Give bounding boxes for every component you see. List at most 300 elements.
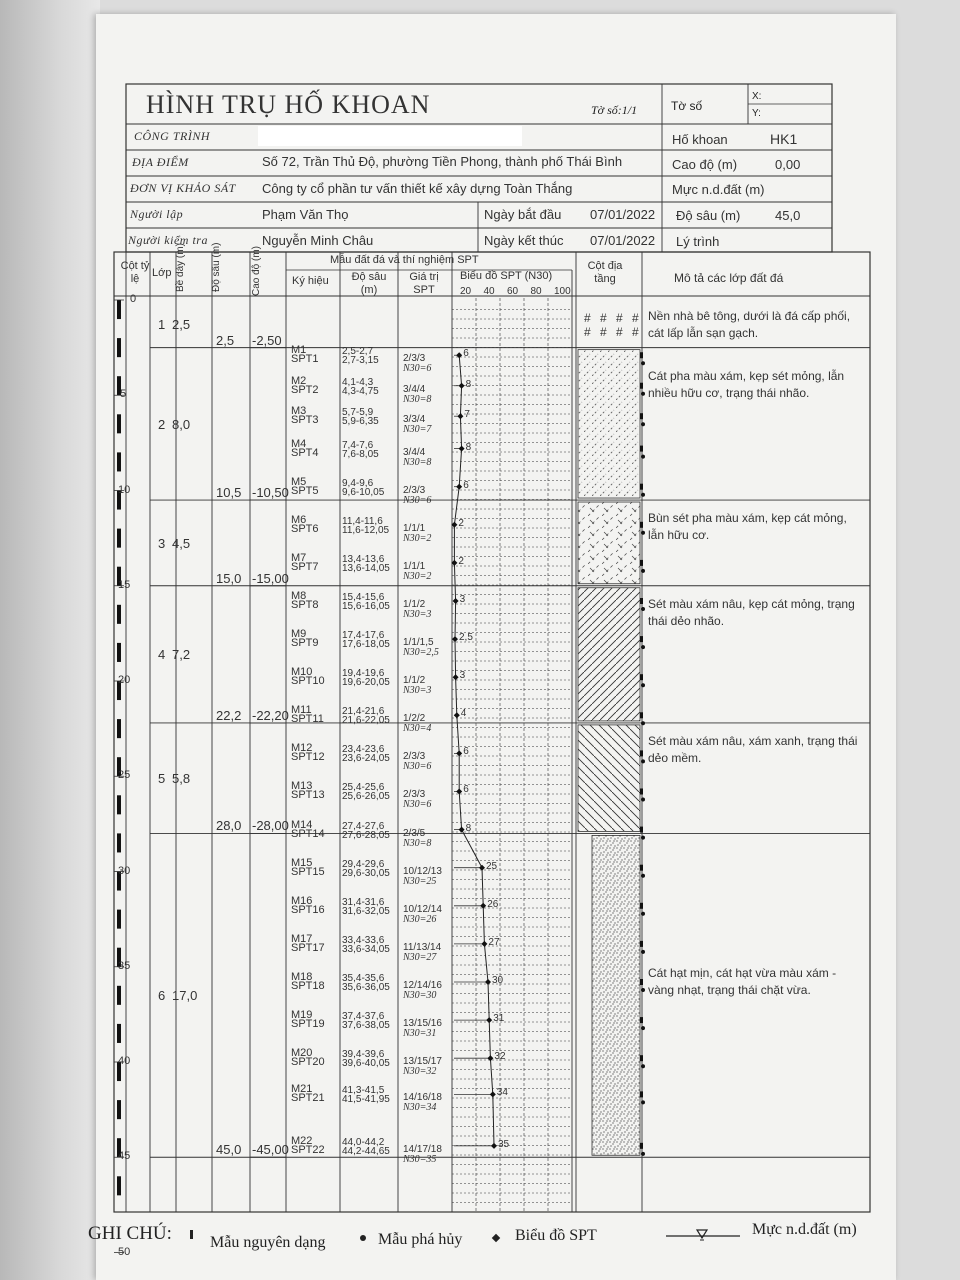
sample-id-M20: M20 — [291, 1047, 313, 1060]
spt-n30-SPT11: N30=4 — [403, 723, 432, 735]
undisturbed-sample-marker — [640, 788, 643, 794]
sample-id-M3: M3 — [291, 405, 307, 418]
scale-label-40: 40 — [118, 1055, 131, 1067]
layer-thickness-3: 4,5 — [172, 535, 191, 551]
sample-depth-M18: 35,4-35,6 — [342, 972, 385, 984]
spt-id-SPT19: SPT19 — [291, 1018, 325, 1031]
disturbed-sample-marker — [641, 1064, 645, 1068]
scale-bar-segment — [117, 795, 121, 814]
spt-depth-SPT11: 21,6-22,05 — [342, 715, 390, 727]
spt-blows-SPT16: 10/12/14 — [403, 903, 442, 915]
spt-depth-SPT1: 2,7-3,15 — [342, 355, 379, 367]
scale-bar-segment — [117, 910, 121, 929]
spt-point-SPT2 — [459, 383, 465, 389]
spt-point-SPT4 — [459, 446, 465, 452]
layer-elevation-3: -15,00 — [252, 570, 289, 586]
spt-point-SPT13 — [456, 788, 462, 794]
spt-id-SPT20: SPT20 — [291, 1056, 325, 1069]
scale-label-10: 10 — [118, 483, 131, 496]
spt-n30-SPT14: N30=8 — [403, 837, 432, 849]
spt-point-SPT14 — [459, 827, 465, 833]
spt-depth-SPT12: 23,6-24,05 — [342, 753, 390, 765]
spt-id-SPT2: SPT2 — [291, 383, 319, 396]
spt-id-SPT6: SPT6 — [291, 522, 319, 535]
spt-depth-SPT22: 44,2-44,65 — [342, 1145, 390, 1157]
spt-point-SPT5 — [456, 484, 462, 490]
spt-value-label-SPT7: 2 — [458, 555, 464, 567]
layer-number-3: 3 — [158, 535, 166, 551]
layer-thickness-2: 8,0 — [172, 416, 191, 432]
strata-fill-symbol: # — [616, 325, 623, 339]
disturbed-sample-marker — [641, 912, 645, 916]
spt-n30-SPT7: N30=2 — [403, 570, 432, 582]
spt-id-SPT12: SPT12 — [291, 751, 325, 764]
scale-bar-segment — [117, 605, 121, 624]
spt-depth-SPT4: 7,6-8,05 — [342, 448, 379, 460]
spt-id-SPT14: SPT14 — [291, 827, 325, 840]
spt-depth-SPT17: 33,6-34,05 — [342, 943, 390, 955]
spt-blows-SPT9: 1/1/1,5 — [403, 637, 434, 649]
undisturbed-sample-marker — [640, 352, 643, 358]
strata-fill-layer-5 — [578, 725, 640, 831]
disturbed-sample-marker — [641, 797, 645, 801]
spt-blows-SPT19: 13/15/16 — [403, 1018, 442, 1030]
spt-blows-SPT6: 1/1/1 — [403, 522, 426, 534]
scale-bar-segment — [117, 643, 121, 662]
spt-blows-SPT1: 2/3/3 — [403, 353, 426, 365]
spt-point-SPT11 — [454, 712, 460, 718]
strata-fill-layer-4 — [578, 588, 640, 721]
strata-fill-symbol: # — [584, 311, 591, 325]
col-depth-header: Độ sâu (m) — [211, 242, 222, 292]
layer-depth-3: 15,0 — [216, 570, 242, 586]
spt-blows-SPT14: 2/3/5 — [403, 827, 426, 839]
spt-tick-100: 100 — [554, 286, 571, 297]
spt-id-SPT22: SPT22 — [291, 1143, 325, 1156]
borehole-value: HK1 — [770, 131, 798, 147]
spt-id-SPT1: SPT1 — [291, 353, 319, 366]
disturbed-sample-icon — [360, 1235, 366, 1241]
layer-depth-4: 22,2 — [216, 707, 242, 723]
sample-depth-M3: 5,7-5,9 — [342, 407, 374, 419]
disturbed-sample-marker — [641, 422, 645, 426]
spt-n30-SPT6: N30=2 — [403, 532, 432, 544]
layer-depth-1: 2,5 — [216, 332, 235, 348]
sample-depth-M8: 15,4-15,6 — [342, 591, 385, 603]
disturbed-sample-marker — [641, 683, 645, 687]
sample-id-M15: M15 — [291, 856, 313, 869]
spt-value-label-SPT19: 31 — [493, 1013, 505, 1025]
spt-id-SPT11: SPT11 — [291, 713, 324, 726]
elevation-label: Cao độ (m) — [672, 157, 738, 172]
spt-depth-SPT14: 27,6-28,05 — [342, 829, 390, 841]
disturbed-sample-marker — [641, 836, 645, 840]
spt-id-SPT8: SPT8 — [291, 598, 319, 611]
spt-id-SPT18: SPT18 — [291, 979, 325, 992]
sample-id-M7: M7 — [291, 551, 307, 564]
layer-number-1: 1 — [158, 316, 166, 332]
spt-value-label-SPT10: 3 — [459, 670, 466, 682]
start-date-label: Ngày bắt đầu — [484, 207, 562, 222]
sample-id-M9: M9 — [291, 628, 307, 641]
spt-tick-60: 60 — [507, 286, 519, 297]
undisturbed-sample-icon — [190, 1230, 193, 1239]
spt-n30-SPT17: N30=27 — [403, 951, 437, 963]
spt-point-SPT10 — [453, 674, 459, 680]
scale-bar-segment — [117, 300, 121, 319]
spt-depth-SPT5: 9,6-10,05 — [342, 486, 385, 498]
sample-id-M21: M21 — [291, 1083, 313, 1096]
spt-point-SPT22 — [491, 1143, 497, 1149]
sample-depth-M9: 17,4-17,6 — [342, 630, 385, 642]
spt-tick-20: 20 — [460, 286, 472, 297]
spt-n30-SPT3: N30=7 — [403, 424, 432, 436]
spt-value-label-SPT11: 4 — [460, 708, 467, 720]
spt-blows-SPT15: 10/12/13 — [403, 865, 442, 877]
spt-n30-SPT8: N30=3 — [403, 608, 432, 620]
spt-id-SPT4: SPT4 — [291, 446, 319, 459]
sample-depth-M13: 25,4-25,6 — [342, 782, 385, 794]
spt-tick-80: 80 — [530, 286, 542, 297]
spt-n30-SPT2: N30=8 — [403, 393, 432, 405]
disturbed-sample-marker — [641, 874, 645, 878]
sample-id-M13: M13 — [291, 780, 313, 793]
scale-bar-segment — [117, 414, 121, 433]
checked-by-value: Nguyễn Minh Châu — [262, 233, 374, 248]
undisturbed-sample-marker — [640, 712, 643, 718]
scale-bar-segment — [117, 1024, 121, 1043]
legend-groundwater: Mực n.d.đất (m) — [752, 1221, 857, 1238]
disturbed-sample-marker — [641, 361, 645, 365]
spt-depth-SPT8: 15,6-16,05 — [342, 600, 390, 612]
undisturbed-sample-marker — [640, 674, 643, 680]
layer-thickness-1: 2,5 — [172, 316, 191, 332]
col-spt-value-header: Giá trị SPT — [409, 271, 439, 296]
project-value-redacted — [258, 126, 522, 146]
spt-blows-SPT20: 13/15/17 — [403, 1056, 442, 1068]
spt-value-label-SPT21: 34 — [496, 1087, 508, 1099]
spt-n30-SPT4: N30=8 — [403, 456, 432, 468]
sample-depth-M19: 37,4-37,6 — [342, 1011, 385, 1023]
disturbed-sample-marker — [641, 950, 645, 954]
disturbed-sample-marker — [641, 493, 645, 497]
undisturbed-sample-marker — [640, 522, 643, 528]
layer-description-4: Sét màu xám nâu, kẹp cát mỏng, trạng thái dẻo nhão. — [648, 596, 855, 628]
spt-n30-SPT9: N30=2,5 — [403, 647, 439, 659]
scale-bar-segment — [117, 719, 121, 738]
layer-elevation-2: -10,50 — [252, 485, 289, 501]
prepared-by-value: Phạm Văn Thọ — [262, 207, 349, 222]
undisturbed-sample-marker — [640, 560, 643, 566]
sample-depth-M6: 11,4-11,6 — [342, 515, 383, 527]
spt-n30-SPT20: N30=32 — [403, 1066, 437, 1078]
spt-value-label-SPT6: 2 — [458, 517, 464, 529]
spt-point-SPT9 — [452, 636, 458, 642]
sample-id-M10: M10 — [291, 666, 313, 679]
sample-depth-M11: 21,4-21,6 — [342, 706, 385, 718]
prepared-by-label: Người lập — [130, 207, 184, 221]
layer-number-5: 5 — [158, 771, 166, 787]
spt-n30-SPT12: N30=6 — [403, 761, 432, 773]
spt-depth-SPT7: 13,6-14,05 — [342, 562, 390, 574]
spt-n30-SPT19: N30=31 — [403, 1028, 437, 1040]
spt-depth-SPT10: 19,6-20,05 — [342, 677, 390, 689]
sample-id-M6: M6 — [291, 513, 307, 526]
layer-description-1: Nền nhà bê tông, dưới là đá cấp phối, cát lấp lẫn sạn gạch. — [648, 309, 851, 340]
spt-depth-SPT19: 37,6-38,05 — [342, 1020, 390, 1032]
sample-id-M4: M4 — [291, 437, 307, 450]
col-description-header: Mô tả các lớp đất đá — [674, 271, 784, 285]
spt-value-label-SPT12: 6 — [463, 746, 469, 758]
layer-depth-2: 10,5 — [216, 485, 242, 501]
scale-label-15: 15 — [118, 578, 131, 591]
strata-fill-symbol: # — [632, 311, 639, 325]
spt-n30-SPT1: N30=6 — [403, 363, 432, 375]
spt-value-label-SPT17: 27 — [488, 936, 500, 948]
project-label: CÔNG TRÌNH — [134, 129, 211, 143]
location-label: ĐỊA ĐIỂM — [132, 155, 189, 169]
undisturbed-sample-marker — [640, 636, 643, 642]
disturbed-sample-marker — [641, 1152, 645, 1156]
survey-unit-value: Công ty cổ phần tư vấn thiết kế xây dựng Toàn Thắng — [262, 181, 573, 196]
spt-blows-SPT3: 3/3/4 — [403, 414, 426, 426]
scale-bar-segment — [117, 986, 121, 1005]
spt-point-SPT8 — [453, 598, 459, 604]
sample-depth-M1: 2,5-2,7 — [342, 346, 374, 358]
layer-elevation-5: -28,00 — [252, 818, 289, 834]
scale-bar-segment — [117, 1100, 121, 1119]
spt-point-SPT17 — [481, 941, 487, 947]
layer-description-3: Bùn sét pha màu xám, kẹp cát mỏng, lẫn hữu cơ. — [648, 511, 847, 543]
spt-blows-SPT7: 1/1/1 — [403, 560, 426, 572]
scale-label-50: 50 — [118, 1245, 131, 1258]
scale-bar-segment — [117, 833, 121, 852]
spt-point-SPT19 — [486, 1017, 492, 1023]
layer-elevation-4: -22,20 — [252, 707, 289, 723]
spt-id-SPT21: SPT21 — [291, 1092, 325, 1105]
scale-label-5: 5 — [120, 388, 127, 401]
sample-id-M8: M8 — [291, 589, 307, 602]
sample-id-M16: M16 — [291, 894, 313, 907]
spt-depth-SPT13: 25,6-26,05 — [342, 791, 390, 803]
log-title: HÌNH TRỤ HỐ KHOAN — [146, 90, 431, 119]
sample-depth-M14: 27,4-27,6 — [342, 820, 385, 832]
spt-depth-SPT15: 29,6-30,05 — [342, 867, 390, 879]
spt-value-label-SPT5: 6 — [463, 479, 469, 491]
sample-depth-M12: 23,4-23,6 — [342, 744, 385, 756]
spt-depth-SPT18: 35,6-36,05 — [342, 981, 390, 993]
sample-id-M5: M5 — [291, 475, 307, 488]
strata-fill-symbol: # — [600, 325, 607, 339]
location-value: Số 72, Trần Thủ Độ, phường Tiền Phong, thành phố Thái Bình — [262, 154, 623, 169]
x-coord-label: X: — [752, 91, 762, 102]
sample-depth-M5: 9,4-9,6 — [342, 477, 374, 489]
undisturbed-sample-marker — [640, 1017, 643, 1023]
spt-point-SPT12 — [456, 750, 462, 756]
strata-fill-symbol: # — [600, 311, 607, 325]
checked-by-label: Người kiểm tra — [128, 233, 208, 247]
sample-depth-M4: 7,4-7,6 — [342, 439, 374, 451]
spt-depth-SPT9: 17,6-18,05 — [342, 639, 390, 651]
col-layer-header: Lớp — [152, 267, 172, 279]
sheet-no-label: Tờ số — [671, 99, 703, 113]
col-samples-group-header: Mẫu đất đá và thí nghiệm SPT — [330, 254, 479, 266]
spt-value-label-SPT15: 25 — [486, 860, 498, 872]
scale-label-35: 35 — [118, 959, 131, 972]
spt-value-label-SPT4: 8 — [465, 441, 472, 453]
sample-depth-M20: 39,4-39,6 — [342, 1049, 385, 1061]
spt-n30-SPT18: N30=30 — [403, 989, 437, 1001]
undisturbed-sample-marker — [640, 865, 643, 871]
spt-blows-SPT8: 1/1/2 — [403, 598, 426, 610]
spt-id-SPT5: SPT5 — [291, 484, 319, 497]
disturbed-sample-marker — [641, 531, 645, 535]
undisturbed-sample-marker — [640, 1055, 643, 1061]
spt-id-SPT7: SPT7 — [291, 560, 319, 573]
spt-value-label-SPT14: 8 — [465, 822, 472, 834]
sample-depth-M21: 41,3-41,5 — [342, 1085, 385, 1097]
spt-value-label-SPT20: 32 — [494, 1051, 506, 1063]
strata-fill-layer-2 — [578, 350, 640, 498]
col-sample-depth-header: Độ sâu (m) — [351, 271, 387, 296]
undisturbed-sample-marker — [640, 446, 643, 452]
layer-thickness-4: 7,2 — [172, 647, 191, 663]
strata-fill-symbol: # — [616, 311, 623, 325]
spt-blows-SPT12: 2/3/3 — [403, 751, 426, 763]
spt-blows-SPT2: 3/4/4 — [403, 383, 426, 395]
scale-label-25: 25 — [118, 769, 131, 782]
layer-elevation-6: -45,00 — [252, 1142, 289, 1158]
disturbed-sample-marker — [641, 1100, 645, 1104]
spt-depth-SPT20: 39,6-40,05 — [342, 1058, 390, 1070]
spt-value-label-SPT9: 2,5 — [459, 632, 473, 644]
disturbed-sample-marker — [641, 607, 645, 611]
spt-id-SPT10: SPT10 — [291, 675, 325, 688]
sample-depth-M22: 44,0-44,2 — [342, 1136, 385, 1148]
col-scale-header: Cột tỷ lệ — [120, 260, 150, 285]
spt-blows-SPT10: 1/1/2 — [403, 675, 426, 687]
sample-depth-M16: 31,4-31,6 — [342, 896, 385, 908]
undisturbed-sample-marker — [640, 1143, 643, 1149]
undisturbed-sample-marker — [640, 1091, 643, 1097]
end-date-label: Ngày kết thúc — [484, 233, 564, 248]
spt-curve — [454, 355, 494, 1146]
sample-id-M14: M14 — [291, 818, 313, 831]
spt-value-label-SPT1: 6 — [463, 348, 469, 360]
layer-number-2: 2 — [158, 416, 166, 432]
disturbed-sample-marker — [641, 1026, 645, 1030]
spt-blows-SPT13: 2/3/3 — [403, 789, 426, 801]
layer-thickness-6: 17,0 — [172, 988, 198, 1004]
borehole-label: Hố khoan — [672, 132, 728, 147]
sample-depth-M15: 29,4-29,6 — [342, 858, 385, 870]
disturbed-sample-marker — [641, 569, 645, 573]
layer-depth-6: 45,0 — [216, 1142, 242, 1158]
elevation-value: 0,00 — [775, 157, 801, 172]
legend-disturbed: Mẫu phá hủy — [378, 1231, 463, 1248]
scale-label-30: 30 — [118, 864, 131, 877]
spt-depth-SPT6: 11,6-12,05 — [342, 524, 390, 536]
undisturbed-sample-marker — [640, 484, 643, 490]
layer-description-6: Cát hạt mịn, cát hạt vừa màu xám - vàng nhạt, trạng thái chặt vừa. — [648, 966, 837, 998]
spt-blows-SPT22: 14/17/18 — [403, 1143, 442, 1155]
strata-fill-layer-6 — [592, 835, 640, 1155]
spt-n30-SPT15: N30=25 — [403, 875, 437, 887]
sheet-number: Tờ số:1/1 — [591, 103, 638, 117]
legend-undisturbed: Mẫu nguyên dạng — [210, 1234, 326, 1251]
sample-id-M19: M19 — [291, 1009, 313, 1022]
spt-blows-SPT11: 1/2/2 — [403, 713, 426, 725]
col-thickness-header: Bề dày (m) — [175, 243, 186, 292]
spt-point-SPT20 — [487, 1055, 493, 1061]
col-strata-header: Cột địa tầng — [587, 260, 623, 285]
scale-label-20: 20 — [118, 674, 131, 686]
disturbed-sample-marker — [641, 455, 645, 459]
spt-tick-40: 40 — [483, 286, 495, 297]
spt-depth-SPT21: 41,5-41,95 — [342, 1094, 390, 1106]
spt-id-SPT15: SPT15 — [291, 865, 325, 878]
sample-depth-M2: 4,1-4,3 — [342, 376, 374, 388]
legend-spt: Biểu đồ SPT — [515, 1227, 597, 1244]
layer-description-5: Sét màu xám nâu, xám xanh, trạng thái dẻo mềm. — [648, 733, 858, 765]
undisturbed-sample-marker — [640, 941, 643, 947]
strata-fill-symbol: # — [632, 325, 639, 339]
spt-n30-SPT5: N30=6 — [403, 494, 432, 506]
spt-id-SPT13: SPT13 — [291, 789, 325, 802]
legend-title: GHI CHÚ: — [88, 1223, 172, 1244]
spt-value-label-SPT18: 30 — [492, 974, 504, 986]
sample-depth-M17: 33,4-33,6 — [342, 934, 385, 946]
spt-value-label-SPT2: 8 — [465, 378, 472, 390]
depth-label: Độ sâu (m) — [676, 208, 741, 223]
sample-id-M1: M1 — [291, 344, 307, 357]
spt-n30-SPT13: N30=6 — [403, 799, 432, 811]
spt-blows-SPT21: 14/16/18 — [403, 1092, 442, 1104]
groundwater-label: Mực n.d.đất (m) — [672, 182, 765, 197]
y-coord-label: Y: — [752, 108, 761, 119]
col-symbol-header: Ký hiệu — [292, 275, 329, 287]
spt-value-label-SPT16: 26 — [487, 898, 499, 910]
sample-depth-M7: 13,4-13,6 — [342, 553, 385, 565]
sample-id-M11: M11 — [291, 704, 312, 717]
spt-depth-SPT2: 4,3-4,75 — [342, 385, 379, 397]
survey-unit-label: ĐƠN VỊ KHẢO SÁT — [130, 181, 236, 195]
spt-blows-SPT17: 11/13/14 — [403, 941, 442, 953]
undisturbed-sample-marker — [640, 979, 643, 985]
undisturbed-sample-marker — [640, 750, 643, 756]
scale-label-45: 45 — [118, 1150, 131, 1163]
depth-value: 45,0 — [775, 208, 801, 223]
disturbed-sample-marker — [641, 759, 645, 763]
sample-id-M2: M2 — [291, 374, 307, 387]
disturbed-sample-marker — [641, 721, 645, 725]
undisturbed-sample-marker — [640, 413, 643, 419]
sample-id-M18: M18 — [291, 970, 313, 983]
scale-bar-segment — [117, 529, 121, 548]
spt-depth-SPT16: 31,6-32,05 — [342, 905, 390, 917]
spt-n30-SPT10: N30=3 — [403, 685, 432, 697]
spt-blows-SPT18: 12/14/16 — [403, 979, 442, 991]
disturbed-sample-marker — [641, 645, 645, 649]
layer-description-2: Cát pha màu xám, kẹp sét mỏng, lẫn nhiều hữu cơ, trạng thái nhão. — [648, 368, 845, 400]
scale-label-0: 0 — [130, 293, 137, 305]
undisturbed-sample-marker — [640, 383, 643, 389]
spt-n30-SPT22: N30=35 — [403, 1153, 437, 1165]
col-elevation-header: Cao độ (m) — [251, 245, 262, 296]
spt-id-SPT3: SPT3 — [291, 414, 319, 427]
spt-blows-SPT5: 2/3/3 — [403, 484, 426, 496]
scale-bar-segment — [117, 1176, 121, 1195]
